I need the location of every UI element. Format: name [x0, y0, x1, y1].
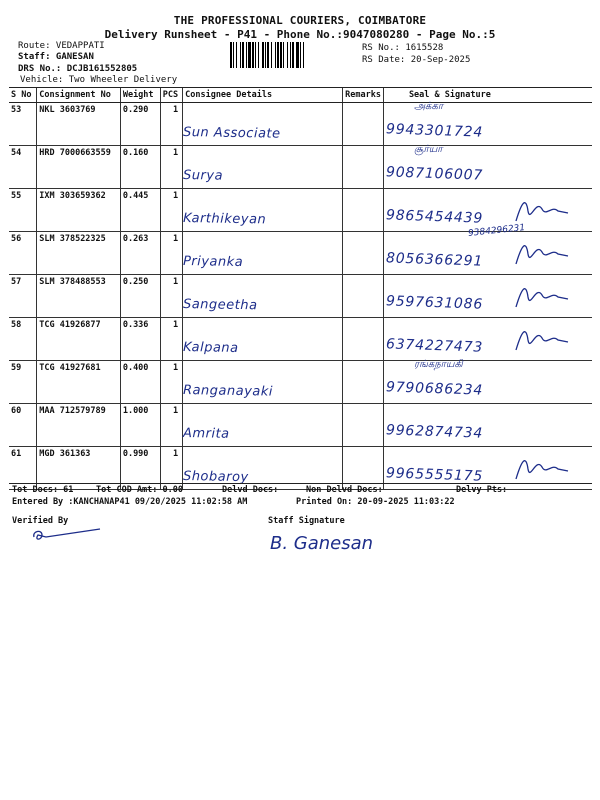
tot-cod: Tot COD Amt: 0.00: [96, 485, 183, 495]
verified-by-label: Verified By: [12, 516, 69, 526]
phone-handwritten: 9865454439: [385, 207, 484, 227]
row-pcs: 1: [160, 189, 182, 232]
signature-note-handwritten: அக்கா: [413, 101, 444, 112]
row-consignment-no: SLM 378522325: [37, 232, 121, 275]
row-weight: 0.290: [120, 103, 160, 146]
row-seal-signature: [383, 361, 592, 404]
row-sno: 61: [9, 447, 37, 490]
col-consignment: Consignment No: [37, 88, 121, 103]
printed-on: Printed On: 20-09-2025 11:03:22: [296, 497, 455, 507]
row-consignee-details: [183, 275, 343, 318]
table-row: [9, 275, 592, 318]
row-pcs: 1: [160, 318, 182, 361]
row-seal-signature: [383, 146, 592, 189]
delvy-pts: Delvy Pts:: [456, 485, 508, 495]
row-sno: 55: [9, 189, 37, 232]
phone-handwritten: 6374227473: [385, 336, 484, 356]
row-seal-signature: [383, 275, 592, 318]
table-row: [9, 103, 592, 146]
row-sno: 58: [9, 318, 37, 361]
row-seal-signature: [383, 103, 592, 146]
signature-scribble: [512, 320, 572, 356]
row-consignment-no: NKL 3603769: [37, 103, 121, 146]
phone-handwritten: 9962874734: [385, 422, 484, 442]
row-weight: 0.336: [120, 318, 160, 361]
row-remarks: [343, 275, 384, 318]
row-consignment-no: MGD 361363: [37, 447, 121, 490]
non-delvd-docs: Non Delvd Docs:: [306, 485, 383, 495]
row-weight: 0.990: [120, 447, 160, 490]
row-consignee-details: [183, 404, 343, 447]
tot-docs: Tot Docs: 61: [12, 485, 74, 495]
verified-by-signature: [30, 525, 110, 545]
signature-scribble: [512, 191, 572, 227]
row-consignee-details: [183, 189, 343, 232]
row-weight: 0.263: [120, 232, 160, 275]
phone-handwritten: 9790686234: [385, 379, 484, 399]
row-sno: 59: [9, 361, 37, 404]
row-consignee-details: [183, 361, 343, 404]
row-remarks: [343, 404, 384, 447]
row-remarks: [343, 146, 384, 189]
phone-handwritten: 9965555175: [385, 465, 484, 485]
row-pcs: 1: [160, 361, 182, 404]
company-title: THE PROFESSIONAL COURIERS, COIMBATORE: [173, 14, 427, 27]
col-remarks: Remarks: [343, 88, 384, 103]
row-pcs: 1: [160, 103, 182, 146]
col-seal-signature: Seal & Signature: [383, 88, 592, 103]
col-weight: Weight: [120, 88, 160, 103]
table-row: [9, 146, 592, 189]
rs-date-label: RS Date: 20-Sep-2025: [362, 55, 471, 65]
row-consignee-details: [183, 103, 343, 146]
runsheet-table: [9, 87, 592, 490]
consignee-name-handwritten: Ranganayaki: [182, 383, 274, 400]
row-consignment-no: HRD 7000663559: [37, 146, 121, 189]
row-pcs: 1: [160, 232, 182, 275]
col-sno: S No: [9, 88, 37, 103]
barcode-image: [230, 42, 358, 68]
row-consignee-details: [183, 318, 343, 361]
consignee-name-handwritten: Priyanka: [182, 254, 244, 271]
phone-handwritten: 9943301724: [385, 121, 484, 141]
row-seal-signature: [383, 223, 592, 275]
staff-label: Staff: GANESAN: [18, 52, 94, 62]
row-sno: 60: [9, 404, 37, 447]
row-seal-signature: [383, 189, 592, 232]
vehicle-label: Vehicle: Two Wheeler Delivery: [20, 75, 178, 85]
row-weight: 1.000: [120, 404, 160, 447]
row-remarks: [343, 232, 384, 275]
row-pcs: 1: [160, 275, 182, 318]
row-seal-signature: [383, 404, 592, 447]
signature-note-handwritten: ரங்கநாயகி: [413, 359, 463, 370]
row-sno: 53: [9, 103, 37, 146]
row-remarks: [343, 189, 384, 232]
table-row: [9, 318, 592, 361]
row-sno: 54: [9, 146, 37, 189]
consignee-name-handwritten: Amrita: [182, 426, 230, 442]
row-sno: 57: [9, 275, 37, 318]
consignee-name-handwritten: Shobaroy: [182, 469, 249, 486]
route-label: Route: VEDAPPATI: [18, 41, 105, 51]
row-consignment-no: SLM 378488553: [37, 275, 121, 318]
row-weight: 0.445: [120, 189, 160, 232]
row-consignee-details: [183, 146, 343, 189]
table-row: [9, 404, 592, 447]
footer-divider: [9, 483, 592, 484]
signature-scribble: [512, 277, 572, 313]
signature-note-handwritten: 9384296231: [467, 223, 526, 239]
col-pcs: PCS: [160, 88, 182, 103]
phone-handwritten: 8056366291: [385, 250, 484, 270]
row-remarks: [343, 361, 384, 404]
signature-scribble: [512, 449, 572, 485]
signature-note-handwritten: சூர்யா: [413, 144, 443, 155]
table-row: [9, 232, 592, 275]
row-pcs: 1: [160, 404, 182, 447]
table-row: [9, 361, 592, 404]
entered-by: Entered By :KANCHANAP41 09/20/2025 11:02:58 AM: [12, 497, 248, 507]
table-header-row: [9, 88, 592, 103]
row-seal-signature: [383, 318, 592, 361]
runsheet-title: Delivery Runsheet - P41 - Phone No.:9047080280 - Page No.:5: [104, 28, 496, 41]
consignee-name-handwritten: Kalpana: [182, 340, 239, 356]
row-consignee-details: [183, 232, 343, 275]
row-weight: 0.400: [120, 361, 160, 404]
consignee-name-handwritten: Sun Associate: [182, 125, 281, 142]
staff-signature-hand: B. Ganesan: [270, 533, 374, 554]
row-consignment-no: IXM 303659362: [37, 189, 121, 232]
consignee-name-handwritten: Surya: [182, 168, 224, 184]
row-weight: 0.160: [120, 146, 160, 189]
row-consignment-no: MAA 712579789: [37, 404, 121, 447]
row-consignment-no: TCG 41927681: [37, 361, 121, 404]
consignee-name-handwritten: Sangeetha: [182, 297, 258, 314]
staff-signature-label: Staff Signature: [268, 516, 345, 526]
row-remarks: [343, 318, 384, 361]
row-consignment-no: TCG 41926877: [37, 318, 121, 361]
col-consignee: Consignee Details: [183, 88, 343, 103]
row-pcs: 1: [160, 447, 182, 490]
phone-handwritten: 9087106007: [385, 164, 484, 184]
consignee-name-handwritten: Karthikeyan: [182, 211, 267, 228]
drs-label: DRS No.: DCJB161552805: [18, 64, 138, 74]
signature-scribble: [512, 234, 572, 270]
rs-no-label: RS No.: 1615528: [362, 43, 444, 53]
row-weight: 0.250: [120, 275, 160, 318]
phone-handwritten: 9597631086: [385, 293, 484, 313]
row-remarks: [343, 103, 384, 146]
row-sno: 56: [9, 232, 37, 275]
row-pcs: 1: [160, 146, 182, 189]
delvd-docs: Delvd Docs:: [222, 485, 279, 495]
